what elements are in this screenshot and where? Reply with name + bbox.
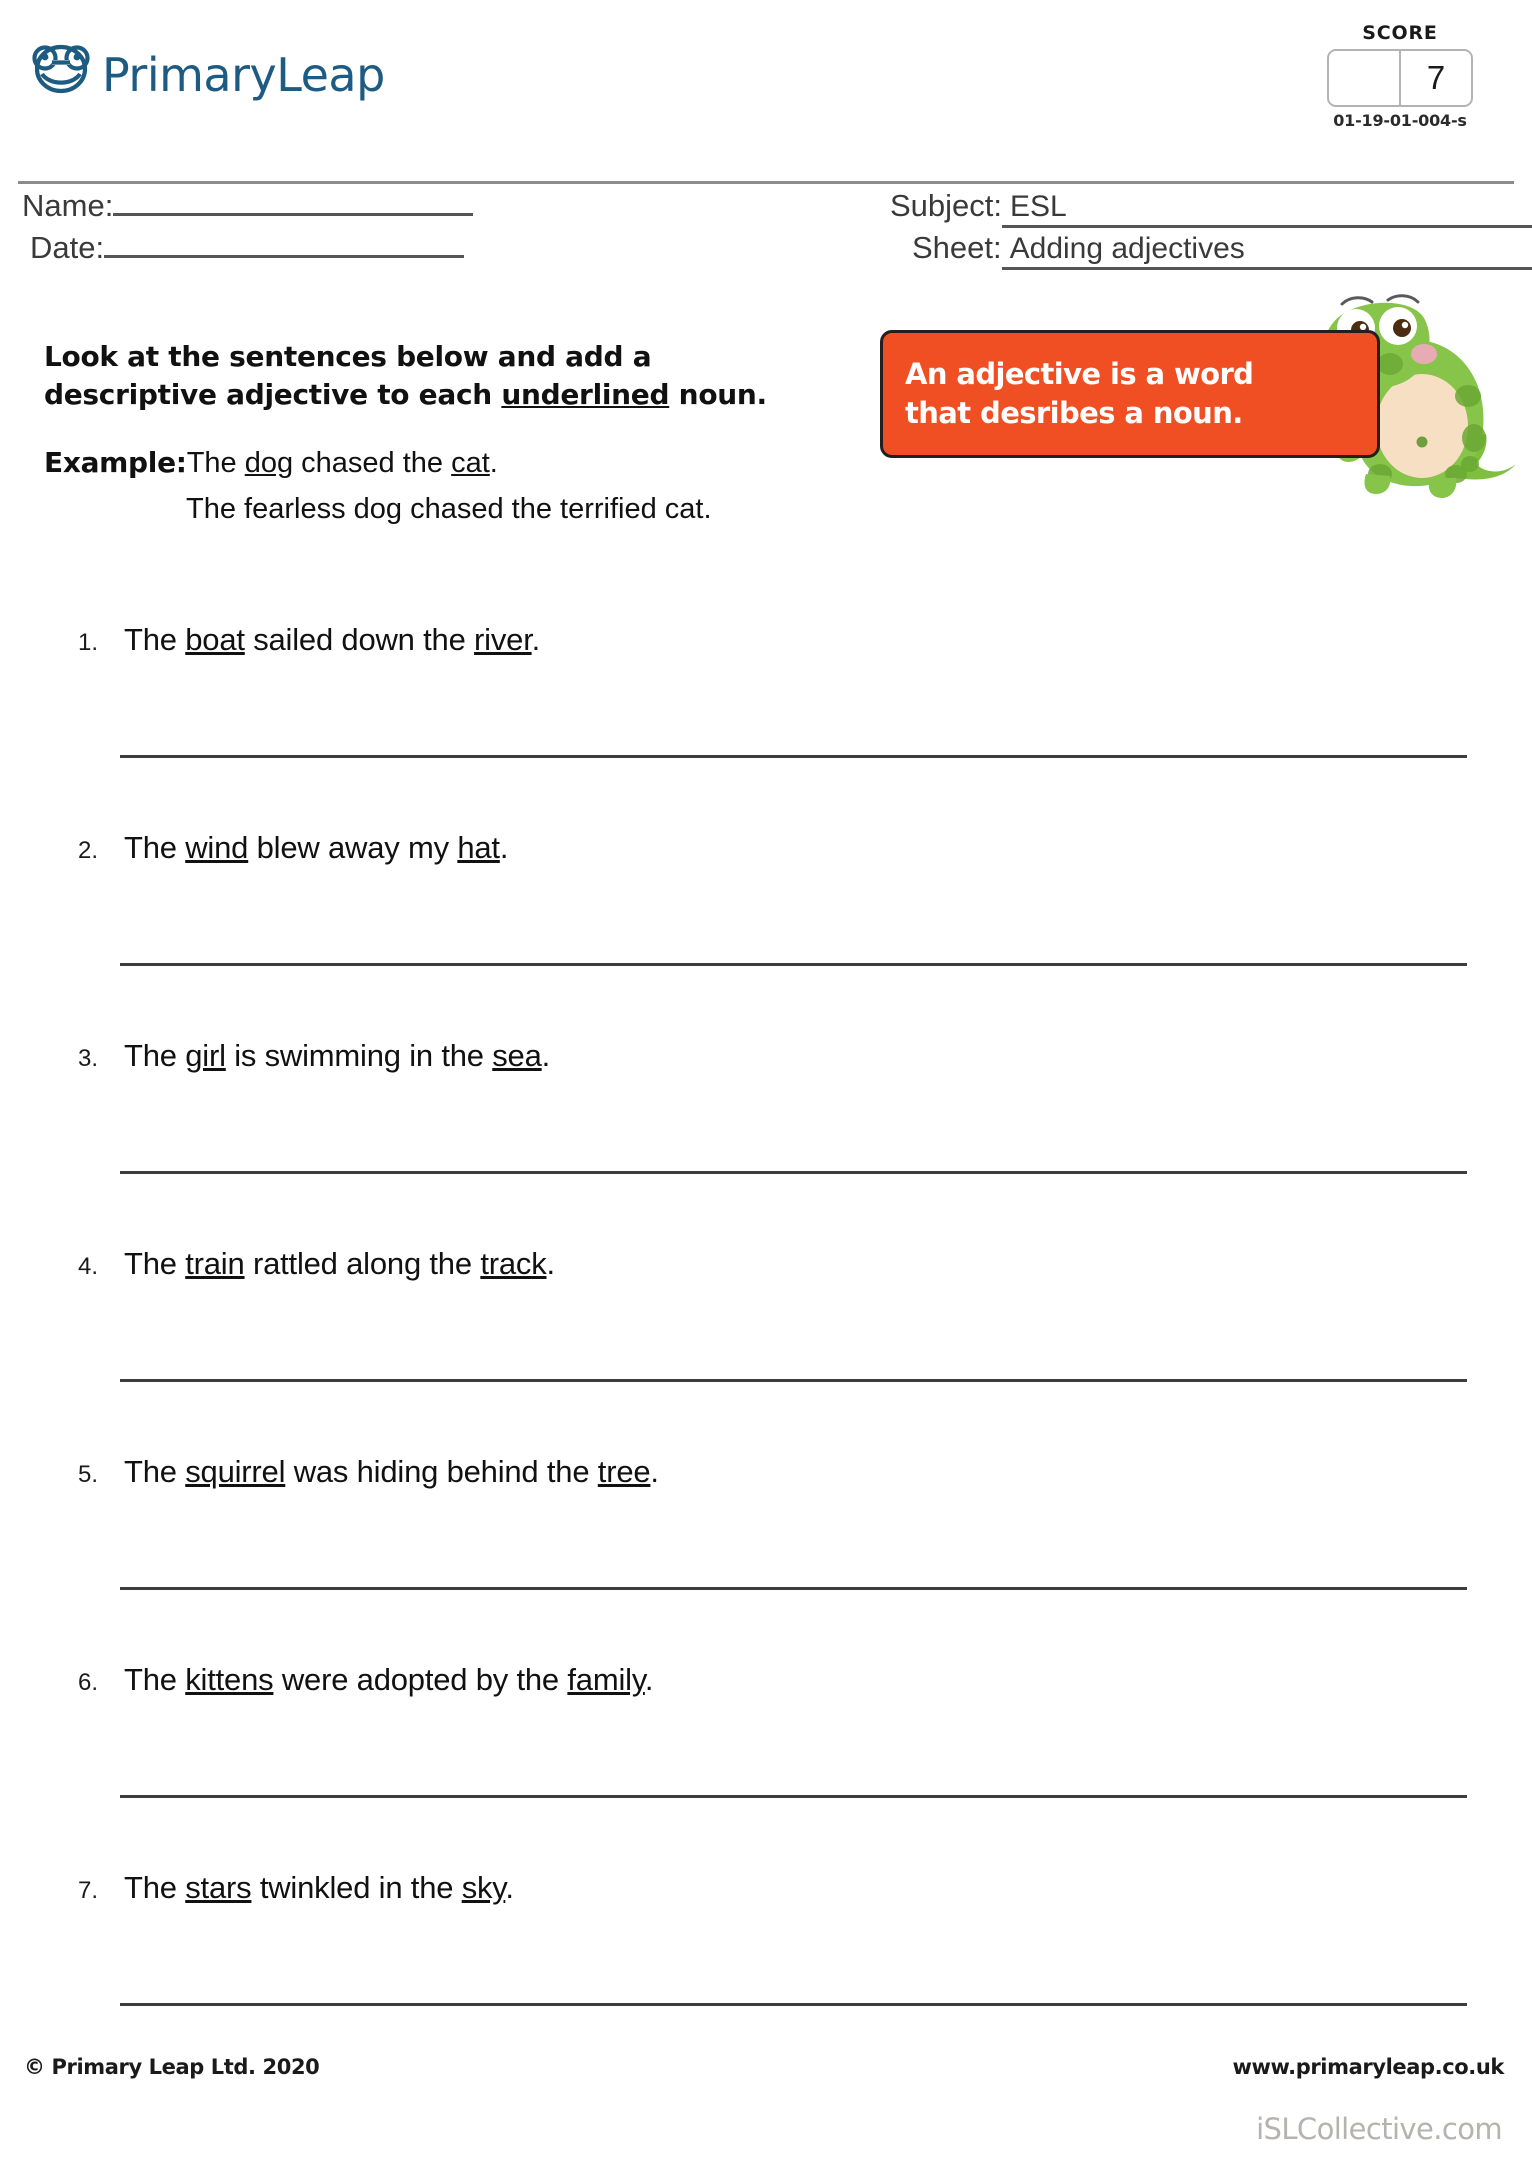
page-header xyxy=(0,0,1532,183)
fact-banner-wrapper xyxy=(880,278,1532,508)
instruction-underlined-word: underlined xyxy=(501,377,670,411)
date-label: Date: xyxy=(30,230,105,265)
question-sentence xyxy=(124,1870,514,1906)
question-item xyxy=(0,600,1532,808)
answer-line[interactable] xyxy=(120,755,1467,758)
score-label: SCORE xyxy=(1362,22,1438,44)
question-noun: river xyxy=(474,622,532,657)
islcollective-watermark: iSLCollective.com xyxy=(1256,2112,1502,2146)
question-number: 4. xyxy=(78,1253,99,1280)
website-url: www.primaryleap.co.uk xyxy=(1232,2055,1504,2079)
question-row xyxy=(78,830,508,866)
sheet-field-row xyxy=(912,230,1532,270)
question-text-part: is swimming in the xyxy=(225,1038,493,1073)
question-noun: stars xyxy=(185,1870,252,1905)
question-row xyxy=(78,622,540,658)
header-divider xyxy=(18,181,1514,184)
question-number: 3. xyxy=(78,1045,99,1072)
sheet-input[interactable]: Adding adjectives xyxy=(1002,232,1532,270)
copyright-text: © Primary Leap Ltd. 2020 xyxy=(24,2055,320,2079)
question-noun: hat xyxy=(457,830,500,865)
example-prompt-noun-1: dog xyxy=(244,447,294,480)
question-sentence xyxy=(124,1038,550,1074)
answer-line[interactable] xyxy=(120,2003,1467,2006)
score-boxes xyxy=(1310,49,1490,107)
fact-banner-line-2: that desribes a noun. xyxy=(905,396,1243,430)
score-block xyxy=(1310,22,1490,130)
question-sentence xyxy=(124,622,540,658)
question-text-part: was hiding behind the xyxy=(285,1454,598,1489)
example-block xyxy=(44,443,834,530)
question-noun: family xyxy=(567,1662,645,1697)
question-sentence xyxy=(124,1454,659,1490)
frog-icon xyxy=(30,44,92,105)
question-sentence xyxy=(124,830,508,866)
brand-wordmark: PrimaryLeap xyxy=(102,47,385,102)
question-text-part: . xyxy=(499,830,509,865)
question-number: 1. xyxy=(78,629,99,656)
example-answer: The fearless dog chased the terrified cat. xyxy=(186,493,712,526)
question-text-part: The xyxy=(124,1454,186,1489)
question-text-part: The xyxy=(124,830,186,865)
question-item xyxy=(0,1848,1532,2056)
question-item xyxy=(0,808,1532,1016)
question-number: 6. xyxy=(78,1669,99,1696)
answer-line[interactable] xyxy=(120,1379,1467,1382)
example-prompt-part-2: chased the xyxy=(293,447,452,480)
question-item xyxy=(0,1224,1532,1432)
question-noun: train xyxy=(185,1246,245,1281)
name-input[interactable] xyxy=(113,213,473,216)
question-number: 5. xyxy=(78,1461,99,1488)
instructions-block xyxy=(44,338,834,530)
question-noun: wind xyxy=(185,830,249,865)
question-text-part: The xyxy=(124,1038,186,1073)
question-text-part: were adopted by the xyxy=(273,1662,568,1697)
question-item xyxy=(0,1640,1532,1848)
brand-logo xyxy=(30,44,385,105)
subject-label: Subject: xyxy=(890,188,1003,223)
question-text-part: The xyxy=(124,1662,186,1697)
question-text-part: . xyxy=(531,622,541,657)
example-prompt-part-1: The xyxy=(186,447,245,480)
example-prompt-part-3: . xyxy=(489,447,498,480)
question-text-part: The xyxy=(124,622,186,657)
answer-line[interactable] xyxy=(120,1795,1467,1798)
question-item xyxy=(0,1432,1532,1640)
instruction-line-1: Look at the sentences below and add a xyxy=(44,340,652,373)
answer-line[interactable] xyxy=(120,1587,1467,1590)
instruction-line-2-after: noun. xyxy=(669,377,767,411)
question-text-part: The xyxy=(124,1870,186,1905)
question-text-part: . xyxy=(546,1246,555,1281)
question-sentence xyxy=(124,1662,653,1698)
question-text-part: The xyxy=(124,1246,186,1281)
fact-banner xyxy=(880,330,1380,458)
subject-input[interactable]: ESL xyxy=(1002,190,1532,228)
question-row xyxy=(78,1038,550,1074)
question-row xyxy=(78,1870,514,1906)
questions-list xyxy=(0,600,1532,2056)
question-noun: sky xyxy=(461,1870,506,1905)
subject-field-row xyxy=(890,188,1532,228)
name-label: Name: xyxy=(22,188,114,223)
example-label: Example: xyxy=(44,446,187,480)
instruction-line-2-before: descriptive adjective to each xyxy=(44,377,502,411)
instruction-text xyxy=(44,338,834,413)
question-text-part: . xyxy=(644,1662,654,1697)
form-fields xyxy=(0,186,1532,266)
sheet-label: Sheet: xyxy=(912,230,1002,265)
question-text-part: twinkled in the xyxy=(251,1870,462,1905)
answer-line[interactable] xyxy=(120,1171,1467,1174)
fact-banner-line-1: An adjective is a word xyxy=(905,357,1254,392)
name-field-row xyxy=(22,188,473,224)
question-number: 7. xyxy=(78,1877,99,1904)
question-noun: tree xyxy=(597,1454,651,1489)
answer-line[interactable] xyxy=(120,963,1467,966)
question-noun: girl xyxy=(185,1038,226,1073)
score-total-value: 7 xyxy=(1401,49,1473,107)
score-earned-field[interactable] xyxy=(1327,49,1401,107)
question-sentence xyxy=(124,1246,555,1282)
sheet-code: 01-19-01-004-s xyxy=(1333,111,1467,130)
question-noun: squirrel xyxy=(185,1454,286,1489)
question-text-part: sailed down the xyxy=(244,622,475,657)
date-input[interactable] xyxy=(104,255,464,258)
question-noun: track xyxy=(480,1246,547,1281)
question-number: 2. xyxy=(78,837,99,864)
question-noun: kittens xyxy=(185,1662,274,1697)
question-text-part: rattled along the xyxy=(244,1246,481,1281)
question-item xyxy=(0,1016,1532,1224)
question-text-part: blew away my xyxy=(248,830,458,865)
question-row xyxy=(78,1454,659,1490)
question-noun: sea xyxy=(492,1038,542,1073)
question-text-part: . xyxy=(505,1870,514,1905)
question-text-part: . xyxy=(541,1038,551,1073)
example-prompt xyxy=(44,443,834,484)
question-noun: boat xyxy=(185,622,245,657)
question-row xyxy=(78,1662,653,1698)
example-prompt-noun-2: cat xyxy=(451,447,490,480)
date-field-row xyxy=(30,230,464,266)
example-prompt-sentence xyxy=(187,443,498,484)
question-text-part: . xyxy=(650,1454,659,1489)
question-row xyxy=(78,1246,555,1282)
